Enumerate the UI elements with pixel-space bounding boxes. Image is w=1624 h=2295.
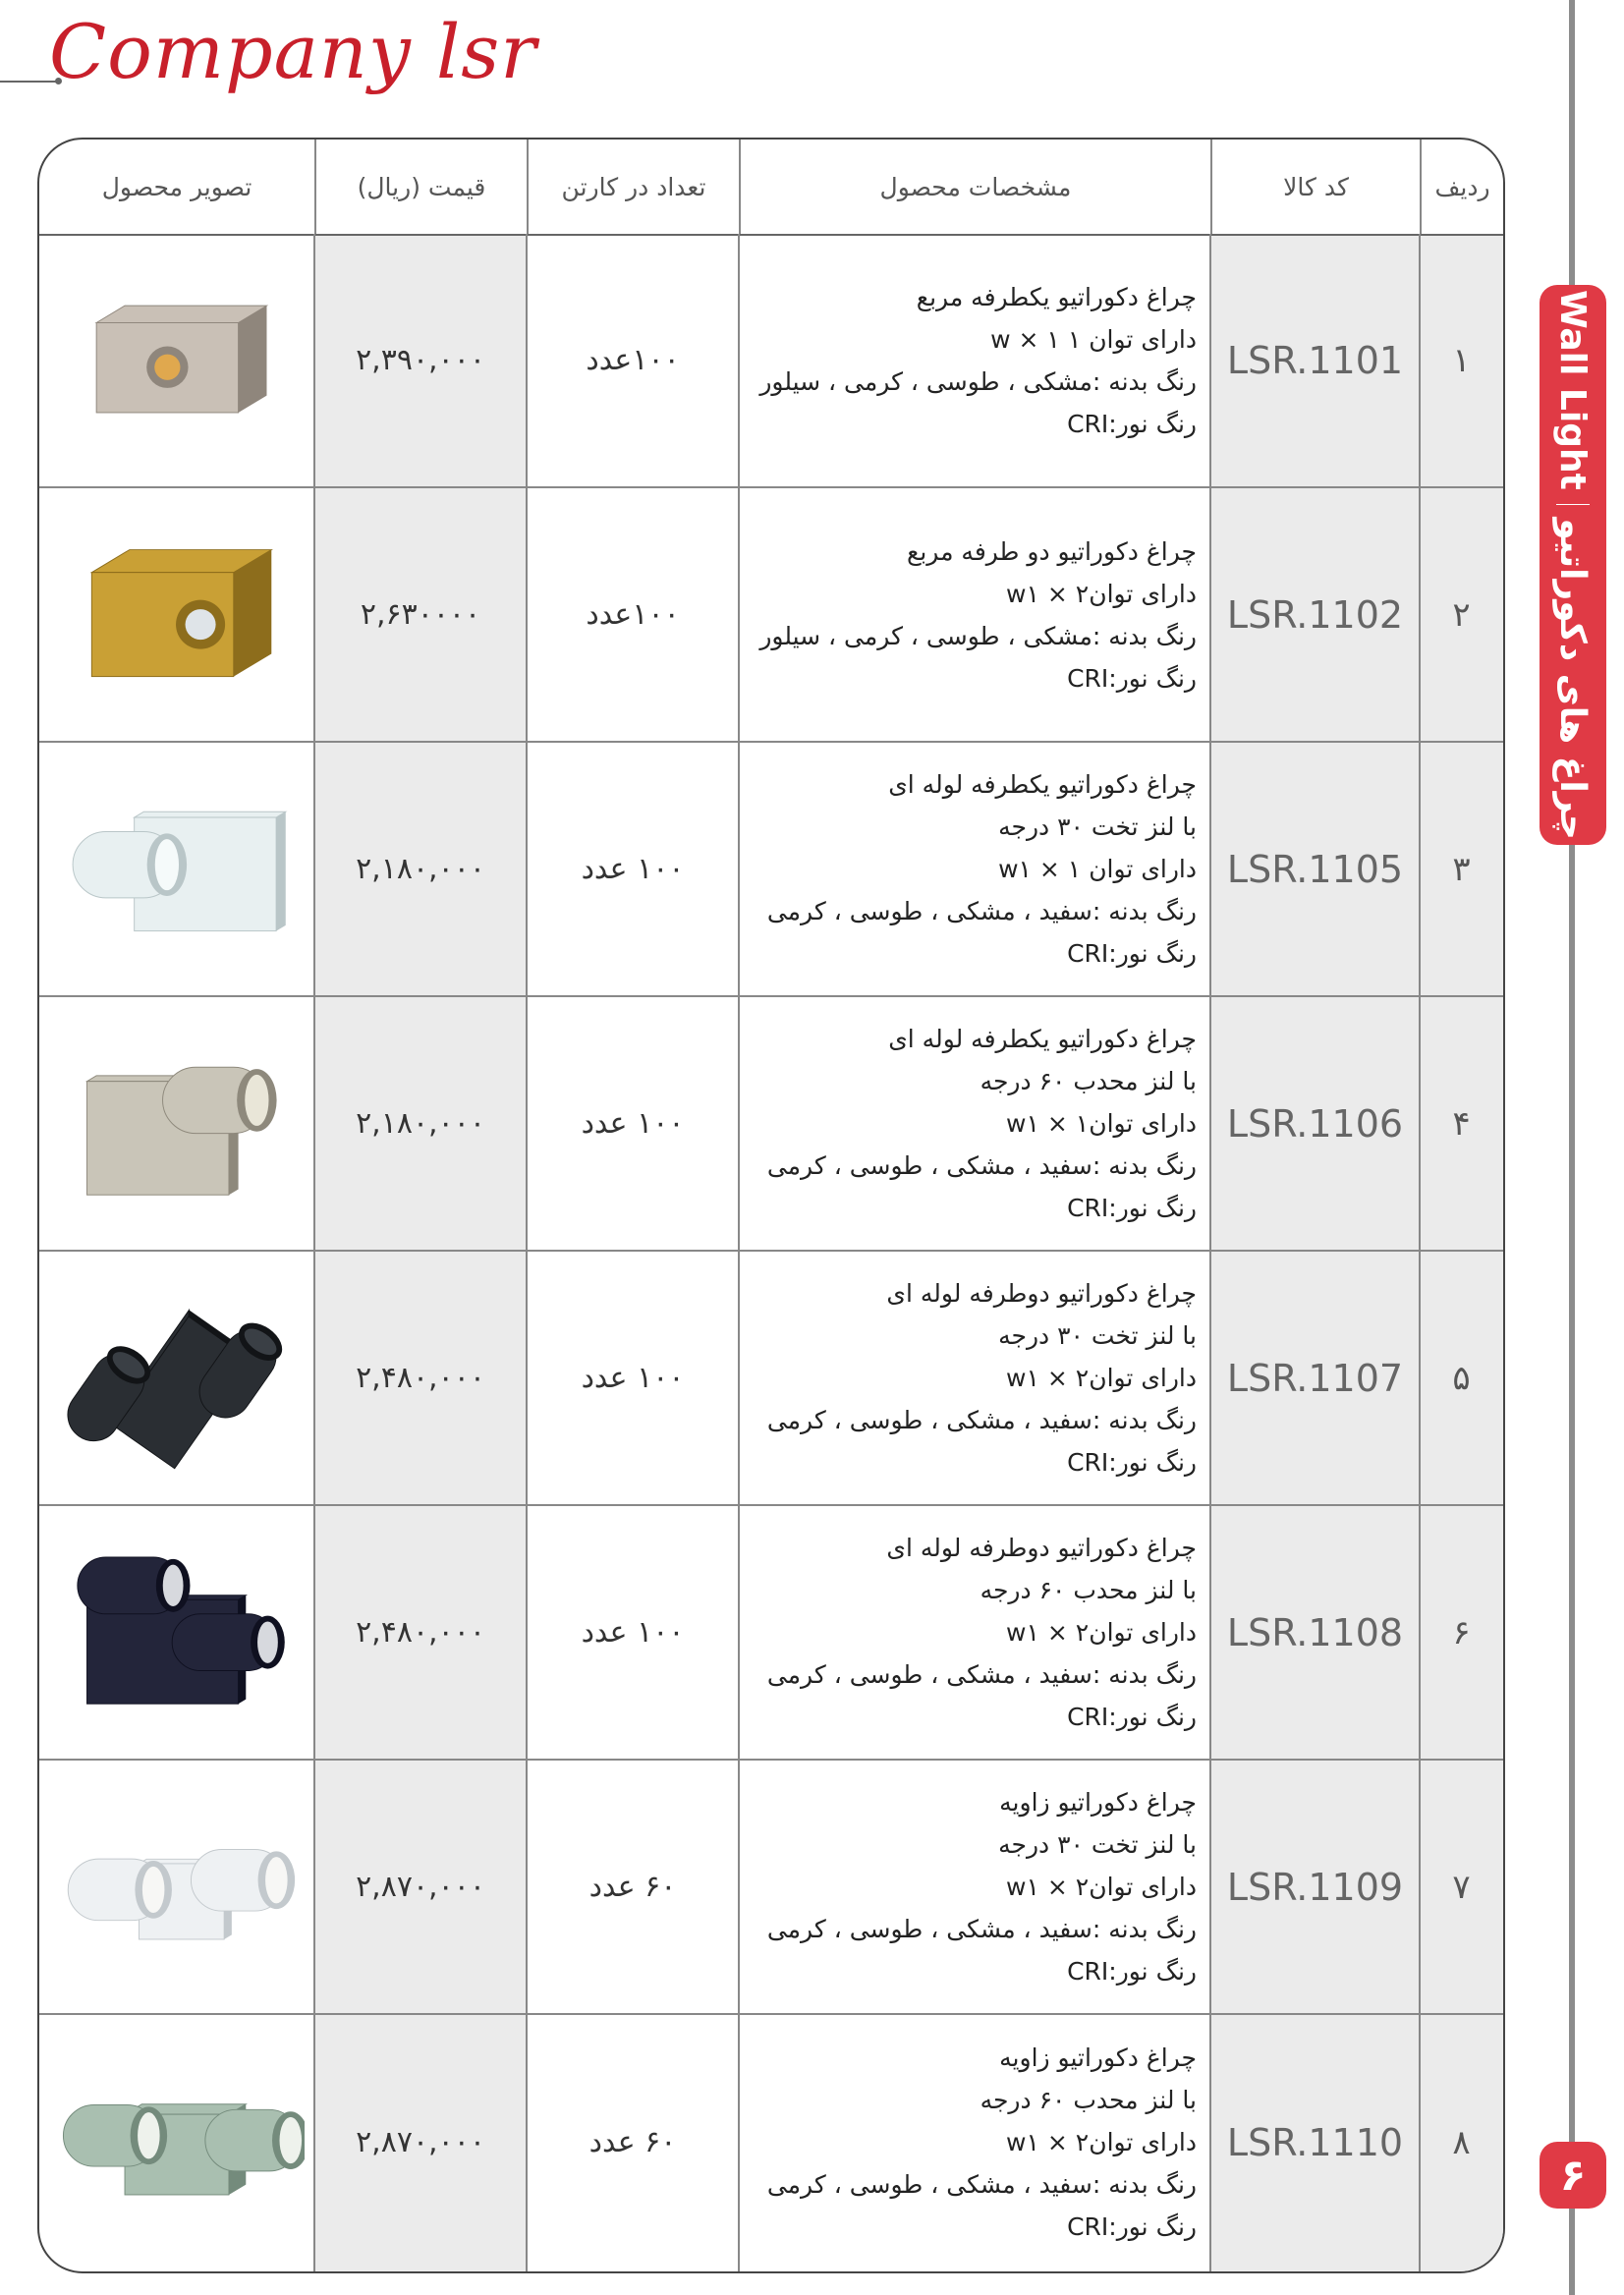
spec-line: با لنز تخت ۳۰ درجه	[998, 1830, 1197, 1859]
carton-quantity: ۶۰ عدد	[588, 2125, 677, 2159]
product-specs	[739, 1506, 1210, 1759]
product-illustration	[49, 1774, 305, 2000]
product-specs	[739, 234, 1210, 486]
carton-quantity: ۱۰۰عدد	[586, 597, 680, 632]
spec-line: دارای توانw۱ × ۲	[1006, 1618, 1197, 1647]
row-index: ۴	[1452, 1103, 1471, 1144]
product-illustration	[49, 248, 305, 474]
table-row	[39, 1506, 1503, 1761]
product-price: ۲,۱۸۰,۰۰۰	[356, 1106, 485, 1141]
spec-line: دارای توانw۱ × ۲	[1006, 579, 1197, 608]
spec-line: با لنز محدب ۶۰ درجه	[980, 2086, 1197, 2114]
spec-line: رنگ بدنه :سفید ، مشکی ، طوسی ، کرمی	[766, 1406, 1197, 1434]
row-index: ۲	[1452, 594, 1471, 635]
product-illustration	[49, 1011, 305, 1237]
table-body	[39, 234, 1503, 2271]
spec-line: رنگ نور:CRI	[1067, 1194, 1197, 1222]
spec-line: دارای توان ۱ w × ۱	[990, 324, 1197, 354]
product-table	[37, 138, 1505, 2273]
product-image	[39, 743, 314, 995]
spec-line: دارای توانw۱ × ۲	[1006, 1364, 1197, 1392]
carton-quantity: ۱۰۰ عدد	[581, 1361, 685, 1395]
spec-line: با لنز محدب ۶۰ درجه	[980, 1576, 1197, 1604]
spec-line: رنگ نور:CRI	[1067, 2212, 1197, 2241]
product-image	[39, 997, 314, 1250]
row-index: ۶	[1452, 1612, 1471, 1652]
product-code: LSR.1105	[1226, 847, 1404, 891]
table-header	[39, 140, 1503, 236]
page-number: ۶	[1540, 2142, 1606, 2209]
product-illustration	[49, 1520, 305, 1746]
header-price: قیمت (ریال)	[314, 140, 527, 234]
spec-line: چراغ دکوراتیو یکطرفه لوله ای	[888, 1025, 1197, 1053]
carton-quantity: ۱۰۰ عدد	[581, 1106, 685, 1141]
product-image	[39, 1252, 314, 1504]
product-price: ۲,۱۸۰,۰۰۰	[356, 852, 485, 886]
row-index: ۸	[1452, 2122, 1471, 2162]
spec-line: رنگ بدنه :سفید ، مشکی ، طوسی ، کرمی	[766, 1151, 1197, 1180]
row-index: ۳	[1452, 849, 1471, 889]
spec-line: چراغ دکوراتیو زاویه	[999, 2043, 1197, 2072]
product-price: ۲,۸۷۰,۰۰۰	[356, 2125, 485, 2159]
row-index: ۱	[1452, 340, 1471, 380]
product-price: ۲,۴۸۰,۰۰۰	[356, 1361, 485, 1395]
product-code: LSR.1101	[1226, 338, 1404, 382]
spec-line: رنگ بدنه :سفید ، مشکی ، طوسی ، کرمی	[766, 897, 1197, 925]
product-image	[39, 234, 314, 486]
product-specs	[739, 488, 1210, 741]
product-code: LSR.1110	[1226, 2120, 1404, 2164]
product-specs	[739, 1252, 1210, 1504]
table-row	[39, 488, 1503, 743]
product-code: LSR.1107	[1226, 1356, 1404, 1400]
header-qty: تعداد در کارتن	[527, 140, 739, 234]
product-code: LSR.1108	[1226, 1610, 1404, 1654]
side-tab-persian: چراغ های دکوراتیو	[1552, 518, 1594, 840]
product-price: ۲,۴۸۰,۰۰۰	[356, 1615, 485, 1650]
row-index: ۷	[1452, 1867, 1471, 1907]
product-image	[39, 2015, 314, 2269]
product-price: ۲,۳۹۰,۰۰۰	[356, 343, 485, 377]
spec-line: رنگ نور:CRI	[1067, 939, 1197, 968]
table-row	[39, 2015, 1503, 2269]
spec-line: رنگ بدنه :سفید ، مشکی ، طوسی ، کرمی	[766, 2170, 1197, 2199]
spec-line: رنگ نور:CRI	[1067, 1448, 1197, 1477]
spec-line: رنگ بدنه :سفید ، مشکی ، طوسی ، کرمی	[766, 1915, 1197, 1943]
spec-line: چراغ دکوراتیو دو طرفه مربع	[907, 536, 1197, 566]
spec-line: چراغ دکوراتیو یکطرفه مربع	[916, 282, 1197, 311]
spec-line: دارای توانw۱ × ۲	[1006, 1873, 1197, 1901]
spec-line: چراغ دکوراتیو دوطرفه لوله ای	[886, 1534, 1197, 1562]
product-code: LSR.1109	[1226, 1865, 1404, 1909]
carton-quantity: ۱۰۰ عدد	[581, 1615, 685, 1650]
table-row	[39, 743, 1503, 997]
header-image: تصویر محصول	[101, 172, 252, 201]
spec-line: چراغ دکوراتیو دوطرفه لوله ای	[886, 1279, 1197, 1308]
table-row	[39, 997, 1503, 1252]
product-code: LSR.1106	[1226, 1101, 1404, 1146]
carton-quantity: ۶۰ عدد	[588, 1870, 677, 1904]
spec-line: دارای توانw۱ × ۲	[1006, 2128, 1197, 2156]
table-row	[39, 1761, 1503, 2015]
spec-line: با لنز تخت ۳۰ درجه	[998, 812, 1197, 841]
spec-line: رنگ نور:CRI	[1067, 409, 1197, 438]
spec-line: چراغ دکوراتیو زاویه	[999, 1788, 1197, 1817]
product-specs	[739, 1761, 1210, 2013]
spec-line: با لنز تخت ۳۰ درجه	[998, 1321, 1197, 1350]
table-row	[39, 1252, 1503, 1506]
product-illustration	[49, 2030, 305, 2256]
header-code: کد کالا	[1210, 140, 1420, 234]
spec-line: دارای توان w۱ × ۱	[998, 855, 1197, 883]
carton-quantity: ۱۰۰عدد	[586, 343, 680, 377]
spec-line: رنگ بدنه :مشکی ، طوسی ، کرمی ، سیلور	[759, 366, 1197, 396]
header-specs: مشخصات محصول	[739, 140, 1210, 234]
header-index: ردیف	[1420, 140, 1503, 234]
carton-quantity: ۱۰۰ عدد	[581, 852, 685, 886]
spec-line: رنگ بدنه :سفید ، مشکی ، طوسی ، کرمی	[766, 1660, 1197, 1689]
product-specs	[739, 2015, 1210, 2269]
spec-line: رنگ نور:CRI	[1067, 1957, 1197, 1986]
brand-logo: Company lsr	[49, 8, 537, 95]
product-illustration	[49, 756, 305, 982]
row-index: ۵	[1452, 1358, 1471, 1398]
spec-line: چراغ دکوراتیو یکطرفه لوله ای	[888, 770, 1197, 799]
product-specs	[739, 997, 1210, 1250]
product-illustration	[49, 1265, 305, 1491]
spec-line: رنگ نور:CRI	[1067, 1703, 1197, 1731]
product-illustration	[49, 502, 305, 728]
product-image	[39, 1506, 314, 1759]
spec-line: رنگ نور:CRI	[1067, 663, 1197, 693]
product-image	[39, 488, 314, 741]
spec-line: رنگ بدنه :مشکی ، طوسی ، کرمی ، سیلور	[759, 621, 1197, 650]
product-price: ۲,۸۷۰,۰۰۰	[356, 1870, 485, 1904]
spec-line: دارای توانw۱ × ۱	[1006, 1109, 1197, 1138]
product-code: LSR.1102	[1226, 592, 1404, 637]
table-row	[39, 234, 1503, 488]
product-image	[39, 1761, 314, 2013]
spec-line: با لنز محدب ۶۰ درجه	[980, 1067, 1197, 1095]
side-category-tab	[1540, 285, 1606, 845]
side-tab-english: Wall Light	[1552, 290, 1594, 490]
side-tab-separator	[1556, 504, 1590, 505]
product-specs	[739, 743, 1210, 995]
product-price: ۲,۶۳۰۰۰۰	[360, 597, 481, 632]
